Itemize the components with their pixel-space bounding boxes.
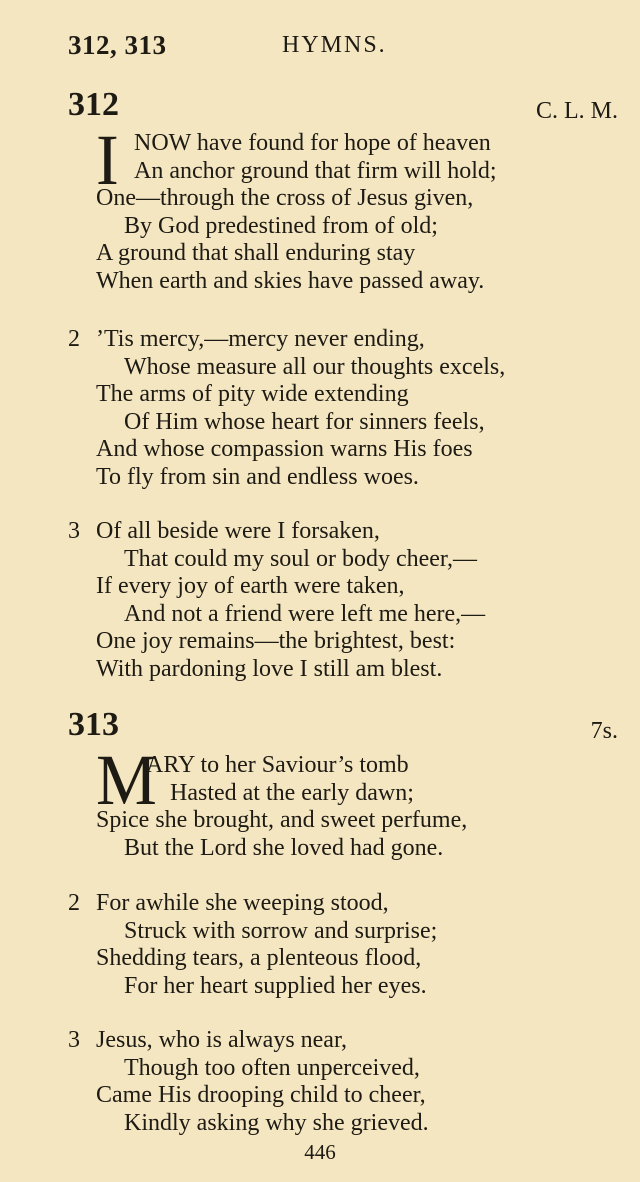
running-head-title: HYMNS. [282, 32, 387, 58]
hymn-meter: 7s. [590, 718, 618, 744]
verse-line: With pardoning love I still am blest. [96, 655, 443, 682]
verse-line: If every joy of earth were taken, [96, 573, 405, 600]
verse-line: Whose measure all our thoughts excels, [124, 353, 506, 380]
stanza-number: 3 [68, 518, 80, 544]
stanza-2 [96, 890, 620, 1000]
stanza-number: 2 [68, 890, 80, 916]
verse-line: Spice she brought, and sweet perfume, [96, 807, 468, 834]
verse-line: By God predestined from of old; [124, 212, 438, 239]
verse-line: And whose compassion warns His foes [96, 436, 473, 463]
verse-line: Came His drooping child to cheer, [96, 1082, 426, 1109]
drop-cap: M [96, 740, 157, 820]
verse-line: Of Him whose heart for sinners feels, [124, 408, 485, 435]
verse-line: ’Tis mercy,—mercy never ending, [96, 326, 425, 352]
verse-line: Shedding tears, a plenteous flood, [96, 945, 422, 972]
stanza-number: 3 [68, 1027, 80, 1053]
verse-line: Though too often unperceived, [124, 1054, 420, 1081]
stanza-1 [96, 120, 620, 296]
drop-cap: I [96, 120, 119, 200]
verse-line: For awhile she weeping stood, [96, 890, 389, 916]
stanza-2 [96, 326, 620, 492]
stanza-3 [96, 518, 620, 684]
hymn-meter: C. L. M. [535, 98, 618, 124]
verse-line: Hasted at the early dawn; [170, 779, 414, 806]
verse-line: A ground that shall enduring stay [96, 240, 416, 267]
stanza-3 [96, 1027, 620, 1137]
verse-line: An anchor ground that firm will hold; [134, 157, 497, 184]
verse-line: When earth and skies have passed away. [96, 267, 485, 294]
stanza-number: 2 [68, 326, 80, 352]
verse-line: To fly from sin and endless woes. [96, 463, 419, 490]
verse-line: Of all beside were I forsaken, [96, 518, 380, 544]
verse-line: ARY to her Saviour’s tomb [146, 752, 409, 778]
verse-line: For her heart supplied her eyes. [124, 972, 427, 999]
hymn-number: 312 [68, 86, 119, 123]
running-head-numbers: 312, 313 [68, 30, 167, 60]
verse-line: One—through the cross of Jesus given, [96, 185, 474, 212]
stanza-1 [96, 740, 620, 862]
verse-line: One joy remains—the brightest, best: [96, 628, 456, 655]
verse-line: But the Lord she loved had gone. [124, 834, 444, 861]
verse-line: That could my soul or body cheer,— [124, 545, 477, 572]
running-head [68, 30, 600, 70]
verse-line: NOW have found for hope of heaven [134, 130, 491, 156]
verse-line: Kindly asking why she grieved. [124, 1109, 429, 1136]
verse-line: Jesus, who is always near, [96, 1027, 347, 1053]
verse-line: The arms of pity wide extending [96, 381, 409, 408]
hymn-number: 313 [68, 706, 119, 743]
verse-line: And not a friend were left me here,— [124, 600, 486, 627]
verse-line: Struck with sorrow and surprise; [124, 917, 438, 944]
page-number: 446 [304, 1140, 336, 1164]
